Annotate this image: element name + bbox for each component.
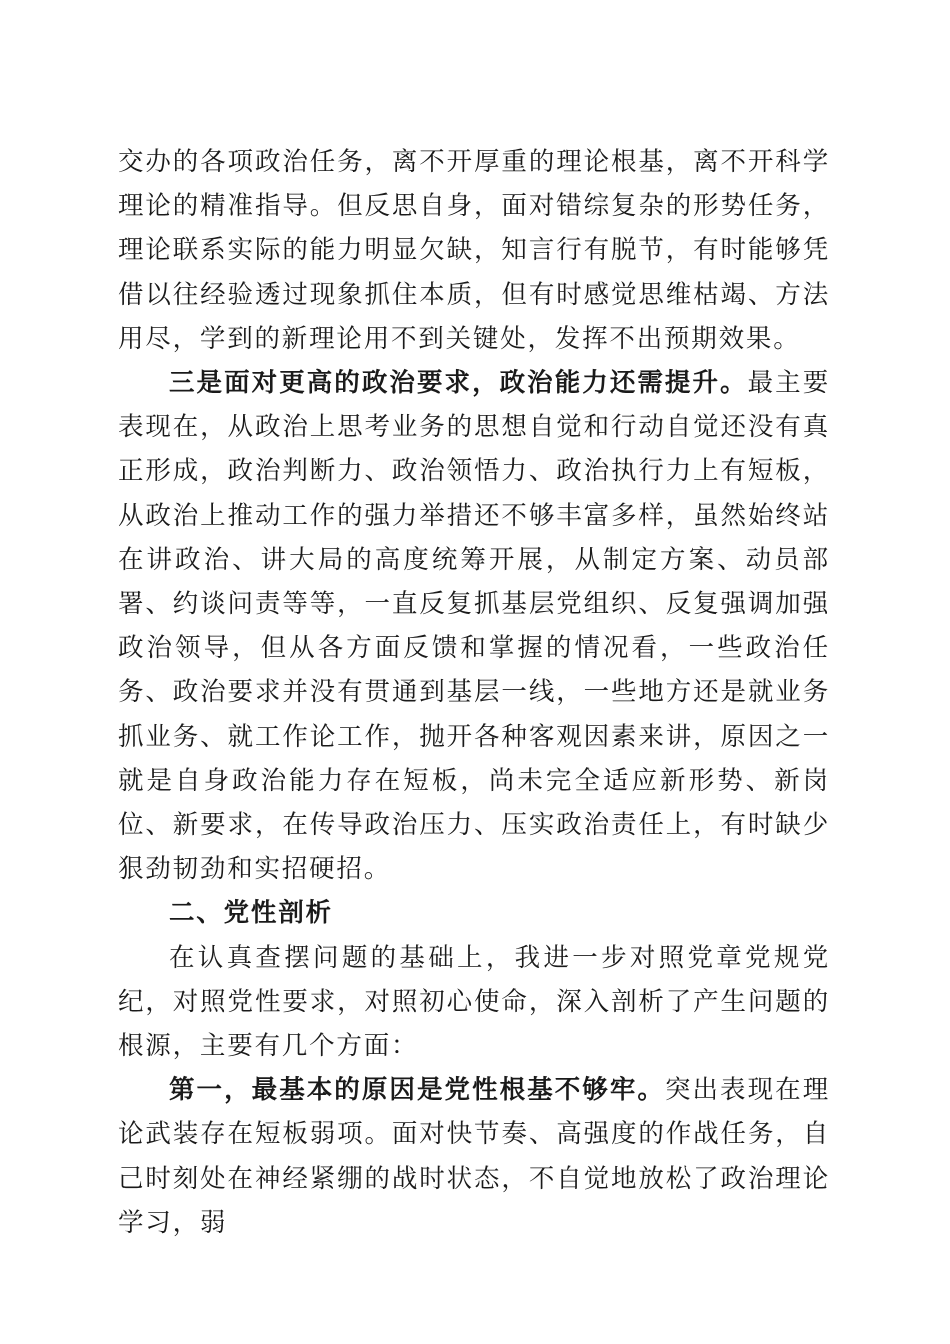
section-heading: 二、党性剖析 — [169, 898, 333, 929]
document-page — [118, 140, 830, 1245]
paragraph-lead: 第一，最基本的原因是党性根基不够牢。 — [169, 1075, 665, 1106]
paragraph-political-capability — [118, 361, 830, 891]
paragraph-continuation — [118, 140, 830, 361]
paragraph-intro — [118, 936, 830, 1069]
paragraph-text: 交办的各项政治任务，离不开厚重的理论根基，离不开科学理论的精准指导。但反思自身，面对错综复杂的形势任务，理论联系实际的能力明显欠缺，知言行有脱节，有时能够凭借以往经验透过现象抓住本质，但有时感觉思维枯竭、方法用尽，学到的新理论用不到关键处，发挥不出预期效果。 — [118, 147, 830, 354]
paragraph-first-reason — [118, 1068, 830, 1245]
paragraph-lead: 三是面对更高的政治要求，政治能力还需提升。 — [169, 368, 748, 399]
paragraph-text: 突出表现在理论武装存在短板弱项。面对快节奏、高强度的作战任务，自己时刻处在神经紧绷的战时状态，不自觉地放松了政治理论学习，弱 — [118, 1075, 830, 1238]
paragraph-text: 在认真查摆问题的基础上，我进一步对照党章党规党纪，对照党性要求，对照初心使命，深入剖析了产生问题的根源，主要有几个方面： — [118, 942, 830, 1062]
paragraph-text: 最主要表现在，从政治上思考业务的思想自觉和行动自觉还没有真正形成，政治判断力、政治领悟力、政治执行力上有短板，从政治上推动工作的强力举措还不够丰富多样，虽然始终站在讲政治、讲大局的高度统筹开展，从制定方案、动员部署、约谈问责等等，一直反复抓基层党组织、反复强调加强政治领导，但从各方面反馈和掌握的情况看，一些政治任务、政治要求并没有贯通到基层一线，一些地方还是就业务抓业务、就工作论工作，抛开各种客观因素来讲，原因之一就是自身政治能力存在短板，尚未完全适应新形势、新岗位、新要求，在传导政治压力、压实政治责任上，有时缺少狠劲韧劲和实招硬招。 — [118, 368, 830, 885]
